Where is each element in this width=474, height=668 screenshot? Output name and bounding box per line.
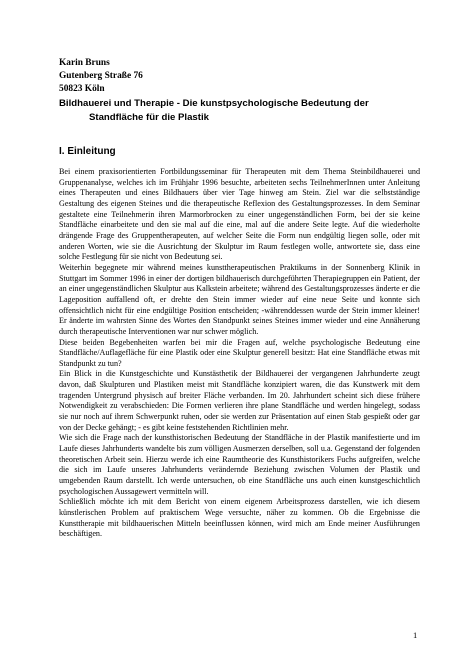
author-street: Gutenberg Straße 76: [59, 71, 143, 81]
document-title: [59, 97, 429, 124]
paragraph: Diese beiden Begebenheiten warfen bei mir die Fragen auf, welche psychologische Bedeutung eine Standfläche/Auflagefläche für eine Plastik oder eine Skulptur generell besitzt: Hat eine Standfläche etwas mit Standpunkt zu tun?: [59, 337, 420, 368]
author-city: 50823 Köln: [59, 84, 105, 94]
paragraph: Ein Blick in die Kunstgeschichte und Kunstästhetik der Bildhauerei der vergangenen Jahrhunderte zeugt davon, daß Skulpturen und Plastiken meist mit Standfläche konzipiert waren, die das Kunstwerk mit dem tragenden Untergrund physisch auf breiter Fläche verbanden. Im 20. Jahrhundert scheint sich diese frühere Notwendigkeit zu verabschieden: Die Formen verlieren ihre plane Standfläche und werden hingelegt, sodass sie nur noch auf ihrem Schwerpunkt ruhen, oder sie werden zur Präsentation auf einen Stab gespießt oder gar von der Decke gehängt; - es gibt keine feststehenden Richtlinien mehr.: [59, 369, 420, 432]
body-text: [59, 167, 420, 540]
author-address-block: [59, 57, 143, 96]
paragraph: Weiterhin begegnete mir während meines kunsttherapeutischen Praktikums in der Sonnenberg Klinik in Stuttgart im Sommer 1996 in einer der dortigen bildhauerisch durchgeführten Therapiegruppen ein Patient, der an einer ungegenständlichen Skulptur aus Kalkstein arbeitete; während des Gestaltungsprozesses änderte er die Lageposition auffallend oft, er drehte den Stein immer wieder auf eine neue Seite und konnte sich offensichtlich nicht für eine endgültige Position entscheiden; -währenddessen wurde der Stein immer kleiner! Er änderte im wahrsten Sinne des Wortes den Standpunkt seines Steines immer wieder und eine Annäherung durch therapeutische Interventionen war nur schwer möglich.: [59, 262, 420, 336]
page-number: 1: [413, 630, 418, 640]
title-line-2: Standfläche für die Plastik: [89, 111, 209, 123]
paragraph: Wie sich die Frage nach der kunsthistorischen Bedeutung der Standfläche in der Plastik manifestierte und im Laufe dieses Jahrhunderts wandelte bis zum völligen Ausmerzen derselben, soll u.a. Gegenstand der folgenden theoretischen Arbeit sein. Hierzu werde ich eine Raumtheorie des Kunsthistorikers Fuchs aufgreifen, welche die sich im Laufe unseres Jahrhunderts verändernde Beziehung zwischen Volumen der Plastik und umgebenden Raum darstellt. Ich werde untersuchen, ob eine Standfläche uns auch einen kunstgeschichtlich psychologischen Aussagewert vermitteln will.: [59, 433, 420, 496]
paragraph: Bei einem praxisorientierten Fortbildungsseminar für Therapeuten mit dem Thema Steinbildhauerei und Gruppenanalyse, welches ich im Frühjahr 1996 besuchte, arbeiteten sechs TeilnehmerInnen unter Anleitung eines Therapeuten und eines Bildhauers über vier Tage hinweg am Stein. Ziel war die selbstständige Gestaltung des eigenen Steines und die therapeutische Reflexion des Gestaltungsprozesses. In dem Seminar gestaltete eine Teilnehmerin ihren Marmorbrocken zu einer ungegenständlichen Form, bei der sie keine Standfläche einarbeitete und den sie mal auf die eine, mal auf die andere Seite legte. Auf die wiederholte drängende Frage des Gruppentherapeuten, auf welcher Seite die Form nun endgültig liegen solle, oder mit anderen Worten, wie sie die Ausrichtung der Skulptur im Raum festlegen wolle, antwortete sie, dass eine solche Festlegung für sie nicht von Bedeutung sei.: [59, 167, 420, 262]
author-name: Karin Bruns: [59, 58, 110, 68]
section-heading: I. Einleitung: [59, 146, 116, 157]
title-line-1: Bildhauerei und Therapie - Die kunstpsychologische Bedeutung der: [59, 98, 369, 109]
paragraph: Schließlich möchte ich mit dem Bericht von einem eigenem Arbeitsprozess darstellen, wie ich diesem künstlerischen Problem auf praktischem Wege versuchte, näher zu kommen. Ob die Ergebnisse die Kunsttherapie mit bildhauerischen Mitteln beeinflussen können, wird mich am Ende meiner Ausführungen beschäftigen.: [59, 497, 420, 539]
